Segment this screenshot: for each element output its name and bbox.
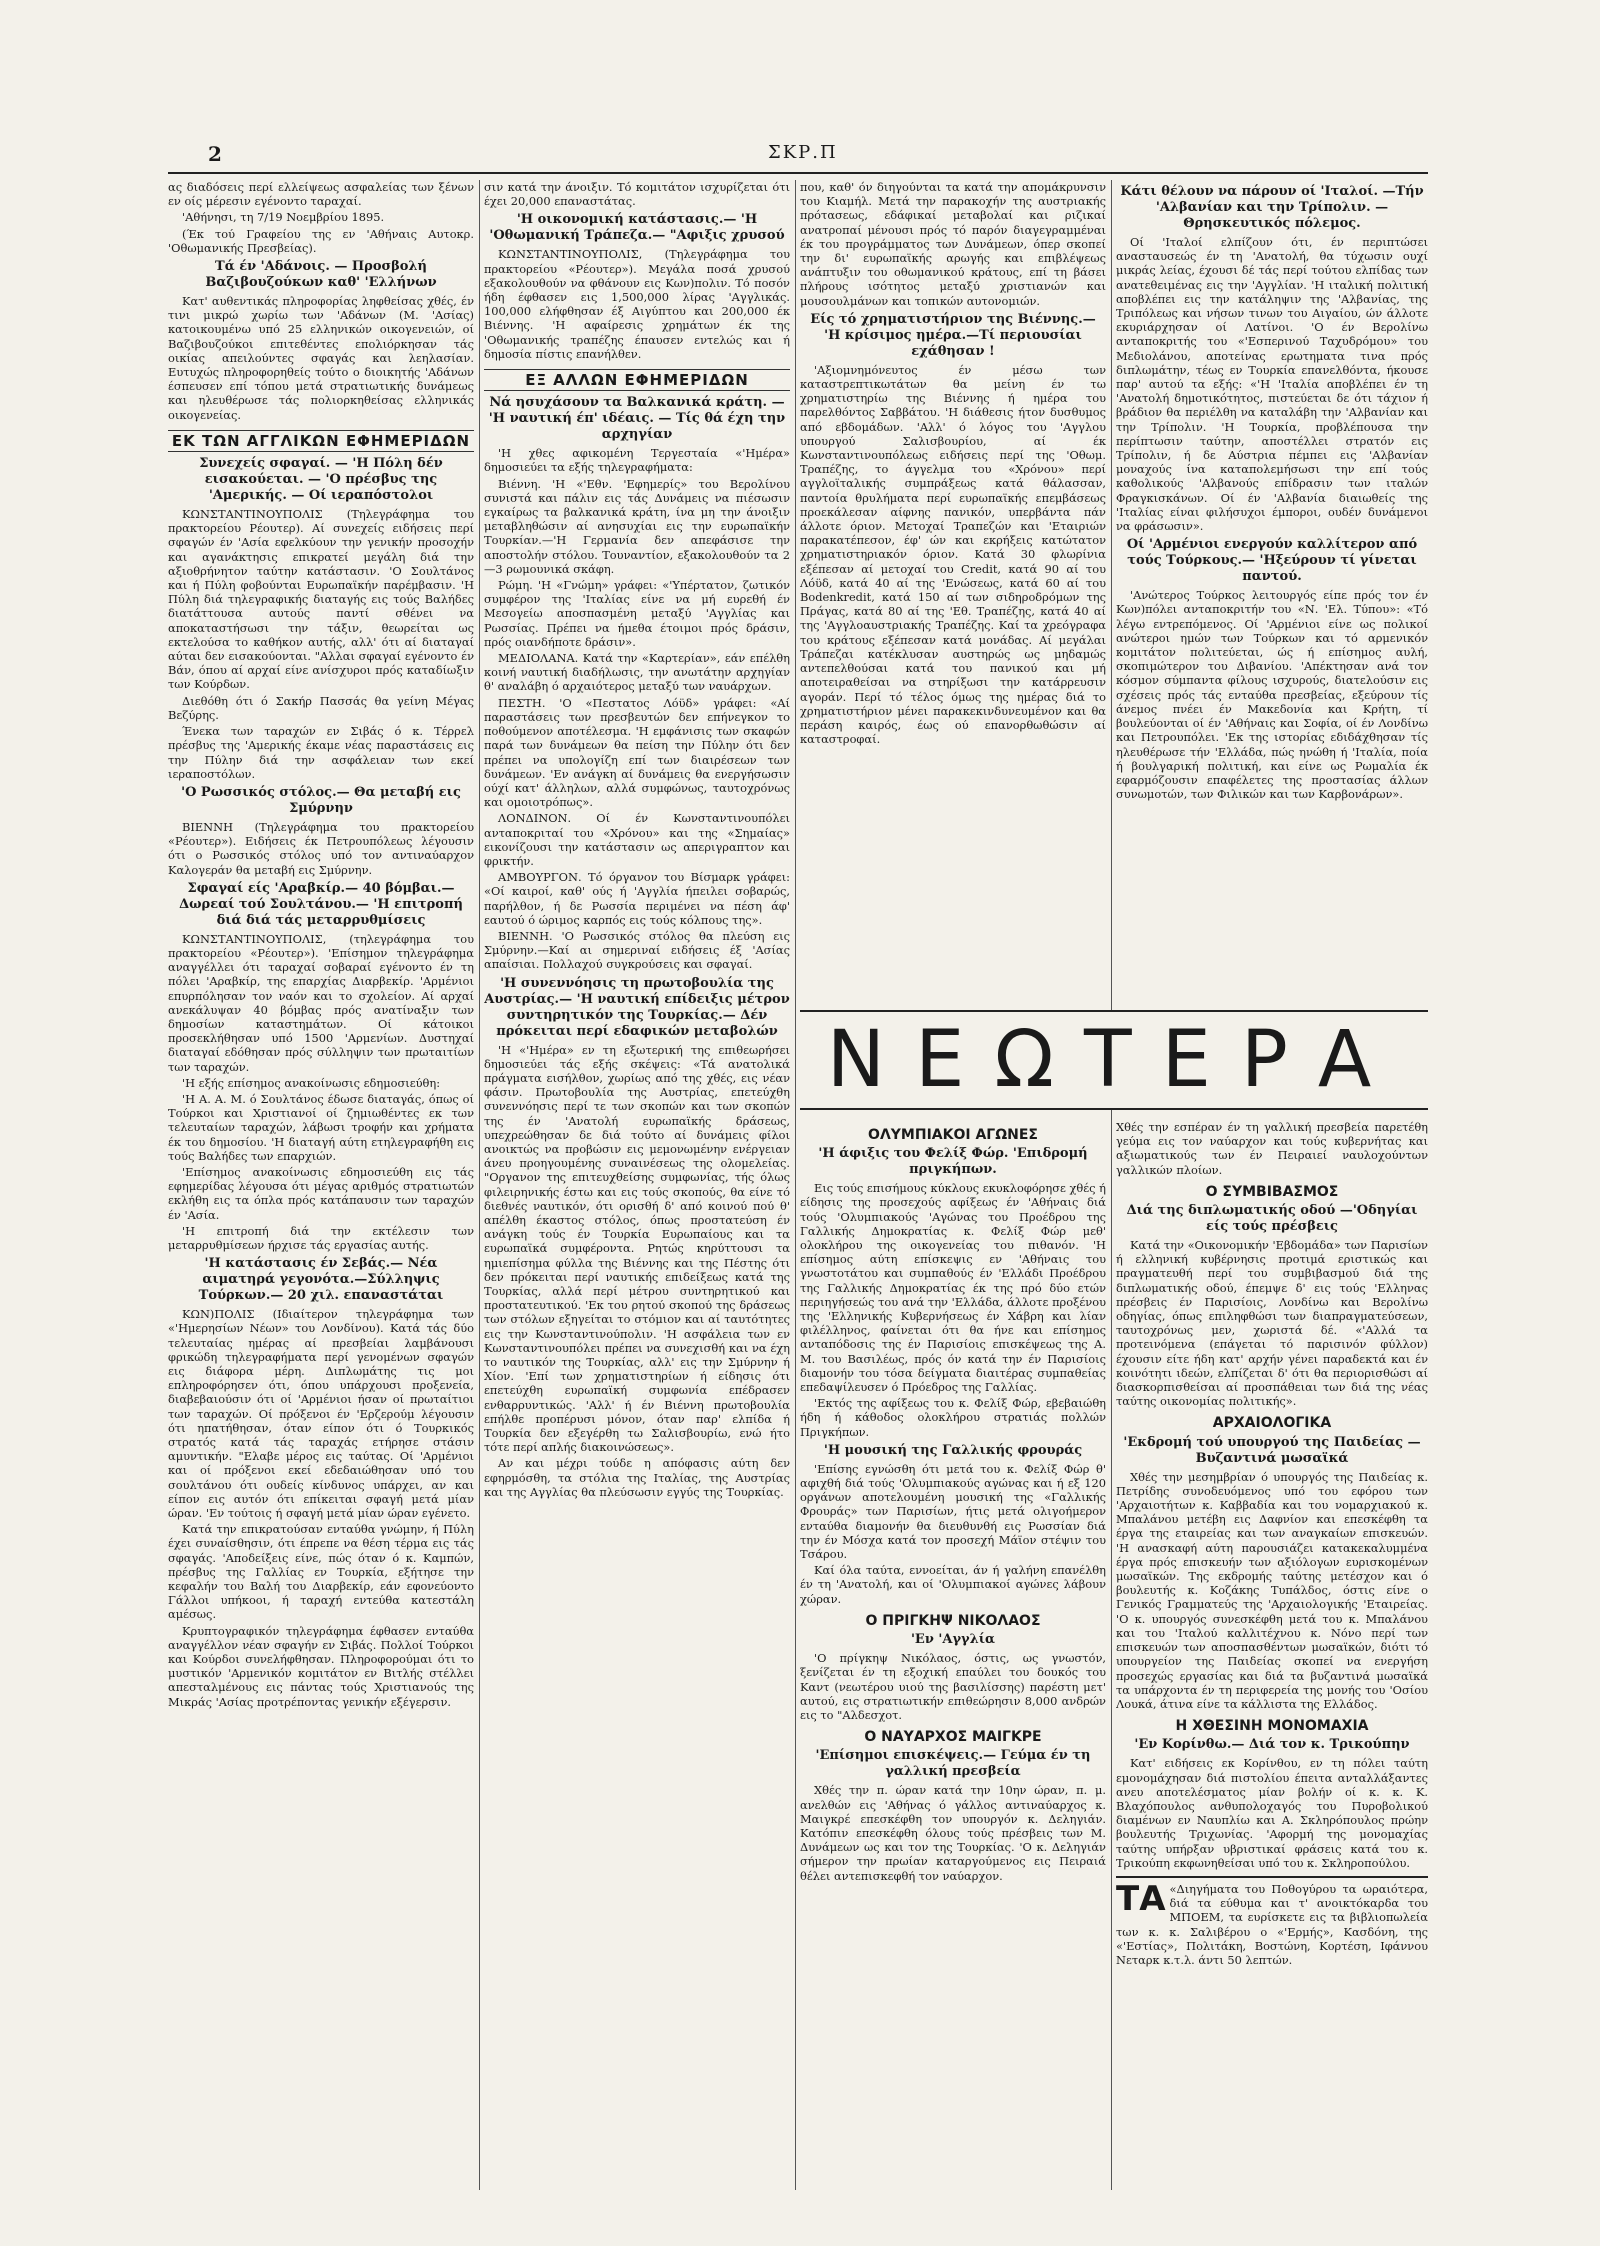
paragraph: 'Η «'Ημέρα» εν τη εξωτερική της επιθεωρήσει δημοσιεύει τάς εξής σκέψεις: «Τά ανατολικά πράγματα εισήλθον, χωρίως από της χθές, εις νέαν φάσιν. Πρωτοβουλία της Αυστρίας, επετεύχθη συνεννόησις περί τε των σκοπών και των σκοπών της έν 'Ανατολή ευρωπαϊκής δράσεως, υπεχρεώθησαν δε διά τούτο αί δυνάμεις φίλοι ανοικτώς να προβώσιν εις μεμονωμένην ενέργειαν άνευ προηγουμένης συναινέσεως της ολομελείας. "Οργανον της επιτευχθείσης συμφωνίας, τής όλως φιλειρηνικής έστω και εις τούς σκοπούς, θα είνε τό διεθνές ναυτικόν, ότι ορισθή δ' από κοινού πού θ' απέλθη έκαστος στόλος, όπως προστατεύση έν ανάγκη τούς έν Τουρκία Ευρωπαίους και τα ευρωπαϊκά συμφέροντα. Ρητώς κηρύττουσι τα ημιεπίσημα φύλλα της Βιέννης και της Πέστης ότι δεν πρόκειται περί ναυτικής επιδείξεως κατά της Τουρκίας, αλλά περί μέτρου συντηρητικού και προστατευτικού. 'Εκ του ρητού σκοπού της δράσεως των στόλων εξηγείται το στόμιον και αί ταυτότητες εις την Κωνσταντινούπολιν. 'Η ασφάλεια των εν Κωνσταντινουπόλει πρέπει να συνεχισθή και να έχη το ναυτικόν της Τουρκίας, αλλ' εις την Σμύρνην ή Χίον. 'Επί των χρηματιστηρίων ή είδησις ότι επετεύχθη ευρωπαϊκή συμφωνία επέδρασεν ενθαρρυντικώς. 'Αλλ' ή έν Βιέννη πρωτοβουλία επήλθε προπέρυσι μόνον, όταν παρ' ελπίδα ή Τουρκία δεν εξεγέρθη τω Σαλισβουρίω, ενώ ήτο τότε περί απλής διακοινώσεως».: [484, 1042, 790, 1455]
dateline: 'Αθήνησι, τη 7/19 Νοεμβρίου 1895.: [182, 210, 385, 225]
paragraph: 'Η χθες αφικομένη Τεργεσταία «'Ημέρα» δημοσιεύει τα εξής τηλεγραφήματα:: [484, 446, 790, 475]
paragraph: Διεθόθη ότι ό Σακήρ Πασσάς θα γείνη Μέγας Βεζύρης.: [168, 693, 474, 722]
paragraph: ΜΕΔΙΟΛΑΝΑ. Κατά την «Καρτερίαν», εάν επέλθη κοινή ναυτική διαδήλωσις, την ανωτάτην αρχηγίαν θ' αναλάβη ό αρχαιότερος μεταξύ των ναυάρχων.: [484, 651, 790, 694]
article-heading: Οί 'Αρμένιοι ενεργούν καλλίτερον από τούς Τούρκους.— 'Ηξεύρουν τί γίνεται παντού.: [1126, 537, 1418, 585]
paragraph: Βιέννη. 'Η «'Εθν. 'Εφημερίς» του Βερολίνου συνιστά και πάλιν εις τάς Δυνάμεις να πιέσωσιν εγκαίρως τα βαλκανικά κράτη, ίνα μη την άνοιξιν μεταβληθώσιν αί ανησυχίαι εις την ευρωπαϊκήν Τουρκίαν.—'Η Γερμανία δεν απεφάσισε την αποστολήν στόλου. Τουναντίον, εξακολουθούν τα 2—3 ρωμουνικά σκάφη.: [484, 476, 790, 576]
section-heading: Η ΧΘΕΣΙΝΗ ΜΟΝΟΜΑΧΙΑ: [1175, 1718, 1369, 1735]
paragraph: ΑΜΒΟΥΡΓΟΝ. Τό όργανον του Βίσμαρκ γράφει: «Οί καιροί, καθ' ούς ή 'Αγγλία ήπειλει σοβαρώς, παρήλθον, ή δε Ρωσσία περιμένει να πέση άφ' εαυτού ό ώριμος καρπός εις τούς κόλπους της».: [484, 870, 790, 927]
article-heading: 'Η κατάστασις έν Σεβάς.— Νέα αιματηρά γεγονότα.—Σύλληψις Τούρκων.— 20 χιλ. επαναστάται: [198, 1256, 444, 1304]
advert-text: «Διηγήματα του Ποθογύρου τα ωραιότερα, διά τα εύθυμα και τ' ανοικτόκαρδα του ΜΠΟΕΜ, τα ευρίσκετε εις τα βιβλιοπωλεία των κ. κ. Σαλιβέρου ο «'Ερμής», Κασδόνη, της «'Εστίας», Πολιτάκη, Βοστώνη, Κορτέση, Ιφάννου Νεταρκ κ.τ.λ. άντι 50 λεπτών.: [1116, 1881, 1428, 1967]
paragraph: ΛΟΝΔΙΝΟΝ. Οί έν Κωνσταντινουπόλει ανταποκριταί του «Χρόνου» και της «Σημαίας» εικονίζουσι την κατάστασιν ως απεριγραπτον και φρικτήν.: [484, 811, 790, 868]
paragraph: ας διαδόσεις περί ελλείψεως ασφαλείας των ξένων εν οίς μέρεσιν εγένοντο ταραχαί.: [168, 180, 474, 209]
paragraph: 'Επίσης εγνώσθη ότι μετά του κ. Φελίξ Φώρ θ' αφιχθή διά τούς 'Ολυμπιακούς αγώνας και ή εξ 120 οργάνων αποτελουμένη μουσική της «Γαλλικής Φρουράς» των Παρισίων, ήτις μετά ολιγοήμερον ενταύθα διαμονήν θα διευθυνθή εις Ρωσσίαν διά την έν Μόσχα κατά τον προσεχή Μάϊον στέψιν του Τσάρου.: [800, 1461, 1106, 1562]
advert-initials: ΤΑ: [1116, 1878, 1166, 1919]
source-note: (Έκ τού Γραφείου της εν 'Αθήναις Αυτοκρ. 'Οθωμανικής Πρεσβείας).: [168, 226, 474, 255]
paragraph: ΠΕΣΤΗ. 'Ο «Πεστατος Λόϋδ» γράφει: «Αί παραστάσεις των πρεσβευτών δεν επήνεγκον το ποθούμενον αποτέλεσμα. 'Η εμφάνισις των σκαφών παρά των δυνάμεων θα πείση την Πύλην ότι δεν πρέπει να υπολογίζη επί των διαιρέσεων των δυνάμεων. 'Εν ανάγκη αί δυνάμεις θα ενεργήσωσιν ούχί κατ' άλληλων, αλλά συμφώνως, ταυτοχρόνως και ομοιοτρόπως».: [484, 695, 790, 810]
article-heading: 'Επίσημοι επισκέψεις.— Γεύμα έν τη γαλλική πρεσβεία: [815, 1748, 1091, 1780]
article-heading: 'Η συνεννόησις τη πρωτοβουλία της Αυστρίας.— 'Η ναυτική επίδειξις μέτρον συντηρητικόν της Τουρκίας.— Δέν πρόκειται περί εδαφικών μεταβολών: [484, 975, 790, 1039]
section-heading: ΑΡΧΑΙΟΛΟΓΙΚΑ: [1212, 1415, 1332, 1432]
paragraph: ΚΩΝΣΤΑΝΤΙΝΟΥΠΟΛΙΣ (Τηλεγράφημα του πρακτορείου Ρέουτερ). Αί συνεχείς ειδήσεις περί σφαγών έν 'Ασία εφελκύουν την γενικήν προσοχήν και αγανάκτησις επικρατεί μεγάλη διά την αξιοθρήνητον ταύτην κατάστασιν. 'Ο Σουλτάνος και ή Πύλη φοβούνται Ευρωπαϊκήν παρέμβασιν. 'Η Πύλη διά τηλεγραφικής διαταγής εις τούς Βαλήδες διατάττουσα αυτούς παντί σθένει να αποκαταστήσωσι την τάξιν, θεωρείται ως εκτελούσα το καθήκον αυτής, αλλ' ότι αί διαταγαί αύται δεν εισακούονται. "Αλλαι σφαγαί εγένοντο έν Βάν, όπου αί αρχαί είνε ανίσχυροι πρός καταδίωξιν των Κούρδων.: [168, 507, 474, 692]
article-heading: Είς τό χρηματιστήριον της Βιέννης.— 'Η κρίσιμος ημέρα.—Τί περιουσίαι εχάθησαν !: [810, 311, 1096, 359]
paragraph: Κρυπτογραφικόν τηλεγράφημα έφθασεν ενταύθα αναγγέλλον νέαν σφαγήν εν Σιβάς. Πολλοί Τούρκοι και Κούρδοι συνελήφθησαν. Πληροφορούμαι ότι το μυστικόν 'Αρμενικόν κομιτάτον εν Βιτλής στέλλει απεσταλμένους εις πάντας τούς Χριστιανούς της Μικράς 'Ασίας προτρέποντας γενικήν εξέγερσιν.: [168, 1623, 474, 1709]
article-heading: 'Η μουσική της Γαλλικής φρουράς: [823, 1442, 1083, 1458]
paragraph: Χθές την εσπέραν έν τη γαλλική πρεσβεία παρετέθη γεύμα εις τον ναύαρχον και τούς κυβερνήτας και αξιωματικούς των έν Πειραιεί ναυλοχούντων γαλλικών πλοίων.: [1116, 1120, 1428, 1177]
paragraph: Χθές την π. ώραν κατά την 10ην ώραν, π. μ. ανελθών εις 'Αθήνας ό γάλλος αντιναύαρχος κ. Μαιγκρέ επεσκέφθη τον υπουργόν κ. Δεληγιάν. Κατόπιν επεσκέφθη όλους τούς πρέσβεις των Μ. Δυνάμεων ως και τον της Τουρκίας. 'Ο κ. Δεληγιάν σήμερον την πρωίαν καταργούμενος εις Πειραιά θέλει αντεπισκεφθή τον ναύαρχον.: [800, 1783, 1106, 1883]
paragraph: Εις τούς επισήμους κύκλους εκυκλοφόρησε χθές ή είδησις της προσεχούς αφίξεως έν 'Αθήναις διά τούς 'Ολυμπιακούς 'Αγώνας του Προέδρου της Γαλλικής Δημοκρατίας κ. Φελίξ Φώρ μεθ' ολοκλήρου της οικογενείας του πιθανόν. 'Η επίσημος αύτη επίσκεψις εν 'Αθήναις του γνωστοτάτου και συμπαθούς έν 'Ελλάδι Προέδρου της Γαλλικής Δημοκρατίας έκ της πρό δύο ετών περιηγήσεώς του ανά την 'Ελλάδα, άλλοτε προξένου της 'Ελληνικής Κυβερνήσεως έν Χάβρη και λίαν φιλέλληνος, φαίνεται ότι θα ήνε και επίσημος ανταπόδοσις της έν Παρισίοις επισκέψεως της Α. Μ. του Βασιλέως, πρός όν κατά την έν Παρισίοις διαμονήν του τόσα δείγματα διαιτέρας συμπαθείας επεδαψίλευσεν ό Πρόεδρος της Γαλλίας.: [800, 1181, 1106, 1395]
paragraph: Κατ' ειδήσεις εκ Κορίνθου, εν τη πόλει ταύτη εμονομάχησαν διά πιστολίου έπειτα ανταλλάξαντες ανευ αποτελέσματος μίαν βολήν οί κ. κ. Κ. Βλαχόπουλος ανθυπολοχαγός του Πυροβολικού διαμένων εν Ναυπλίω και Α. Σκληρόπουλος πρώην βουλευτής Τριχωνίας. 'Αφορμή της μονομαχίας ταύτης υπήρξαν υβριστικαί φράσεις κατά του κ. Τρικούπη εκφωνηθείσαι υπό του κ. Σκληροπούλου.: [1116, 1756, 1428, 1870]
paper-name: ΣΚΡ.Π: [768, 142, 838, 163]
running-header: [168, 140, 1428, 170]
paragraph: 'Η Α. Α. Μ. ό Σουλτάνος έδωσε διαταγάς, όπως οί Τούρκοι και Χριστιανοί οί ζημιωθέντες εκ των τελευταίων ταραχών, λάβωσι τροφήν και χρήματα έκ του δημοσίου. 'Η διαταγή αύτη ετηλεγραφήθη εις τούς Βαλήδες των επαρχιών.: [168, 1091, 474, 1163]
column-2: [484, 180, 790, 2190]
article-heading: 'Εν 'Αγγλία: [910, 1632, 996, 1648]
article-heading: Νά ησυχάσουν τα Βαλκανικά κράτη. — 'Η ναυτική έπ' ιδέαις. — Τίς θά έχη την αρχηγίαν: [488, 395, 786, 443]
paragraph: Κατά την επικρατούσαν ενταύθα γνώμην, ή Πύλη έχει συναίσθησιν, ότι έπρεπε να θέση τέρμα εις τάς σφαγάς. 'Αποδείξεις είνε, πώς όταν ό κ. Καμπών, πρέσβυς της Γαλλίας εν Τουρκία, εξήτησε την κεφαλήν του Βαλή του Διαρβεκίρ, εάν εφονεύοντο Γάλλοι υπήκοοι, ή ταραχή εντεύθα κατεστάλη αμέσως.: [168, 1522, 474, 1622]
neotera-banner: ΝΕΩΤΕΡΑ: [800, 1010, 1428, 1110]
column-4-top: [1116, 180, 1428, 1000]
paragraph: 'Η εξής επίσημος ανακοίνωσις εδημοσιεύθη:: [182, 1075, 441, 1090]
paragraph: Χθές την μεσημβρίαν ό υπουργός της Παιδείας κ. Πετρίδης συνοδευόμενος υπό του εφόρου των 'Αρχαιοτήτων κ. Καββαδία και του νομαρχιακού κ. Μπαλάνου μετέβη εις Δαφνίον και επεσκέφθη τα έργα της εταιρείας και των αναγκαίων επισκευών. 'Η ανασκαφή αύτη παρουσιάζει κατακεκαλυμμένα έργα πρός επισκευήν των αξιόλογων ευρισκομένων μωσαϊκών. Της εκδρομής ταύτης μετέσχον και ό βουλευτής κ. Κοζάκης Τυπάλδος, όστις είνε ο Γενικός Γραμματεύς της 'Αρχαιολογικής 'Εταιρείας. 'Ο κ. υπουργός συνεσκέφθη μετά του κ. Μπαλάνου και του 'Ιταλού καλλιτέχνου κ. Νόνο περί των επισκευών των αποσπασθέντων μωσαϊκών, διότι τό υπουργείον της Παιδείας σκοπεί να ενεργήση προσεχώς εργασίας και διά τα βυζαντινά μωσαϊκά τα υπάρχοντα έν τη περιφερεία της μονής του 'Οσίου Λουκά, άτινα είνε τα κάλλιστα της Ελλάδος.: [1116, 1469, 1428, 1711]
article-heading: 'Εκδρομή τού υπουργού της Παιδείας —Βυζαντινά μωσαϊκά: [1123, 1434, 1421, 1466]
column-divider: [1111, 180, 1112, 2190]
article-heading: Τά έν 'Αδάνοις. — Προσβολή Βαζιβουζούκων καθ' 'Ελλήνων: [205, 259, 437, 291]
section-heading: Ο ΝΑΥΑΡΧΟΣ ΜΑΙΓΚΡΕ: [864, 1729, 1042, 1746]
column-divider: [795, 180, 796, 2190]
paragraph: ΚΩΝΣΤΑΝΤΙΝΟΥΠΟΛΙΣ, (τηλεγράφημα του πρακτορείου «Ρέουτερ»). 'Επίσημον τηλεγράφημα αναγγέλλει ότι ταραχαί σοβαραί εγένοντο έν τη πόλει 'Αραβκίρ, της επαρχίας Διαρβεκίρ. 'Αρμένιοι επυρπόλησαν τον ναόν και το σχολείον. Αί αρχαί ανεκάλυψαν 40 βόμβας πρός ανατίναξιν των δημοσίων καταστημάτων. Οί κάτοικοι προσεκλήθησαν υπό 1500 'Αρμενίων. Δυστηχαί διαταγαί εδόθησαν πρός σύλληψιν των πρωταιτίων των ταραχών.: [168, 931, 474, 1074]
paragraph: ΚΩΝΣΤΑΝΤΙΝΟΥΠΟΛΙΣ, (Τηλεγράφημα του πρακτορείου «Ρέουτερ»). Μεγάλα ποσά χρυσού εξακολουθούν να φθάνουν εις Κων)πολιν. Τό ποσόν ήδη έφθασεν εις 1,500,000 λίρας 'Αγγλικάς. 100,000 ελήφθησαν έξ Αιγύπτου και 200,000 έκ Βιέννης. 'Η αφαίρεσις χρημάτων έκ της 'Οθωμανικής τραπέζης έπαυσεν εντελώς και ή δημοσία πίστις επανήλθεν.: [484, 247, 790, 361]
paragraph: 'Η επιτροπή διά την εκτέλεσιν των μεταρρυθμίσεων ήρχισε τάς εργασίας αυτής.: [168, 1223, 474, 1252]
paragraph: Ένεκα των ταραχών εν Σιβάς ό κ. Τέρρελ πρέσβυς της 'Αμερικής έκαμε νέας παραστάσεις εις την Πύλην διά την ασφάλειαν των εκεί ιεραποστόλων.: [168, 724, 474, 781]
paragraph: Αν και μέχρι τούδε η απόφασις αύτη δεν εφηρμόσθη, τα στόλια της Ιταλίας, της Αυστρίας και της Αγγλίας θα πλεύσωσιν εγγύς της Τουρκίας.: [484, 1456, 790, 1499]
paragraph: που, καθ' όν διηγούνται τα κατά την απομάκρυνσιν του Κιαμήλ. Μετά την παρακοχήν της αυστριακής πρότασεως, εδάφικαί μεταβολαί και ριζικαί ανατροπαί μένουσι πρός τό παρόν διαγεγραμμέναι έκ του προγράμματος των Δυνάμεων, όπερ σκοπεί την δι' ευρωπαϊκής αρωγής και επιβλέψεως ανάπτυξιν του οθωμανικού κράτους, επί τη βάσει πλήρους ισότητος μεταξύ χριστιανών και μουσουλμάνων και τοπικών αυτονομιών.: [800, 180, 1106, 308]
paragraph: Κατά την «Οικονομικήν 'Εβδομάδα» των Παρισίων ή ελληνική κυβέρνησις προτιμά εριστικώς και πραγματευθή περί του συμβιβασμού διά της διπλωματικής οδού, έπεμψε δ' εις τούς 'Ελληνας πρέσβεις έν Παρισίοις, Λονδίνω και Βερολίνω οδηγίας, όπως επιληφθώσι των διαπραγματεύσεων, ταυτοχρόνως μεν, χωριστά δέ. «'Αλλά τα προτεινόμενα (επάγεται τό παρισινόν φύλλον) έχουσιν είτε ήδη κατ' αρχήν γένει παραδεκτά και έν κοινότητι ιδεών, ελπίζεται δ' ότι θα περιορισθώσι αί διασκορπισθείσαι αί προσπάθειαι των διά της νέας ταύτης οικονομίας πολιτικής».: [1116, 1238, 1428, 1409]
paragraph: Ρώμη. 'Η «Γνώμη» γράφει: «'Υπέρτατον, ζωτικόν συμφέρον της 'Ιταλίας είνε να μή ευρεθή έν Μεσογείω αποσπασμένη μεταξύ 'Αγγλίας και Ρωσσίας. Πρέπει να ήμεθα έτοιμοι πρός δράσιν, πρός οιανδήποτε δράσιν».: [484, 578, 790, 649]
paragraph: Καί όλα ταύτα, εννοείται, άν ή γαλήνη επανέλθη έν τη 'Ανατολή, και οί 'Ολυμπιακοί αγώνες λάβουν χώραν.: [800, 1563, 1106, 1606]
article-heading: Σφαγαί είς 'Αραβκίρ.— 40 βόμβαι.—Δωρεαί τού Σουλτάνου.— 'Η επιτροπή διά διά τάς μεταρρυθμίσεις: [179, 880, 463, 928]
article-heading: 'Η οικονομική κατάστασις.— 'Η 'Οθωμανική Τράπεζα.— "Αφιξις χρυσού: [489, 212, 785, 244]
column-1: [168, 180, 474, 2190]
section-heading: Ο ΠΡΙΓΚΗΨ ΝΙΚΟΛΑΟΣ: [865, 1612, 1041, 1629]
paragraph: 'Ανώτερος Τούρκος λειτουργός είπε πρός τον έν Κων)πόλει ανταποκριτήν του «Ν. 'Ελ. Τύπου»: «Τό λέγω εντρεπόμενος. Οί 'Αρμένιοι είνε ως πολικοί ανώτεροι ημών των Τούρκων και τό αρμενικόν κομιτάτον πολιτεύεται, ώς ή επίσημος αυλή, σκοπιμώτερον του Διβανίου. 'Απέκτησαν ανά τον κόσμον σύμπαντα φίλους ισχυρούς, διατελούσιν εις σχέσεις πρός τάς ενταύθα πρεσβείας, εξεύρουν τίς άνεμος πνέει έν Μακεδονία και Κρήτη, τί βουλεύονται οί έν 'Αθήναις και Σοφία, οί έν Λονδίνω και Πετρουπόλει. 'Εκ της ιστορίας εδιδάχθησαν τίς ηλευθέρωσε τήν 'Ελλάδα, πώς ηνώθη ή 'Ιταλία, ποία ή βουλγαρική πολιτική, και είνε ως Ρωμαλία έκ εφαρμόζουσιν επαφέλετες της προστασίας άλλων συνωμοτών, των Φιλικών και των Καρβονάρων».: [1116, 588, 1428, 802]
paragraph: 'Εκτός της αφίξεως του κ. Φελίξ Φώρ, εβεβαιώθη ήδη ή κάθοδος ολοκλήρου στρατιάς πολλών Πριγκήπων.: [800, 1396, 1106, 1439]
column-divider: [479, 180, 480, 2190]
paragraph: 'Ο πρίγκηψ Νικόλαος, όστις, ως γνωστόν, ξενίζεται έν τη εξοχική επαύλει του δουκός του Καντ (νεωτέρου υιού της βασιλίσσης) παρέστη μετ' αυτού, εις στρατιωτικήν επιθεώρησιν 8,000 ανδρών εις το "Αλδεσχοτ.: [800, 1651, 1106, 1722]
page-number: 2: [208, 142, 222, 166]
section-heading: ΟΛΥΜΠΙΑΚΟΙ ΑΓΩΝΕΣ: [868, 1127, 1038, 1143]
section-heading: ΕΞ ΑΛΛΩΝ ΕΦΗΜΕΡΙΔΩΝ: [484, 369, 790, 391]
section-heading: Ο ΣΥΜΒΙΒΑΣΜΟΣ: [1205, 1183, 1339, 1200]
header-rule: [168, 172, 1428, 174]
article-heading: 'Ο Ρωσσικός στόλος.— Θα μεταβή εις Σμύρνην: [181, 784, 461, 816]
paragraph: 'Επίσημος ανακοίνωσις εδημοσιεύθη εις τάς εφημερίδας λέγουσα ότι μέγας αριθμός στρατιωτών εκλήθη εις τα όπλα πρός κατάπαυσιν των ταραχών έν 'Ασία.: [168, 1164, 474, 1222]
paragraph: ΒΙΕΝΝΗ. 'Ο Ρωσσικός στόλος θα πλεύση εις Σμύρνην.—Καί αι σημεριναί ειδήσεις έξ 'Ασίας απαίσιαι. Πολλαχού συγκρούσεις και σφαγαί.: [484, 928, 790, 972]
column-3-bottom: [800, 1120, 1106, 2190]
paragraph: ΚΩΝ)ΠΟΛΙΣ (Ιδιαίτερον τηλεγράφημα των «'Ημερησίων Νέων» του Λονδίνου). Κατά τάς δύο τελευταίας ημέρας αί πρεσβείαι λαμβάνουσι φρικώδη τηλεγραφήματα περί γενομένων σφαγών εις διάφορα μέρη. Διπλωμάτης τις μοι επληροφόρησεν ότι, όπου υπάρχουσι προξενεία, διαβεβαιούσιν ότι οί 'Αρμένιοι ήσαν οί πρωταίτιοι των ταραχών. Οί πρόξενοι έν 'Ερζερούμ λέγουσιν ότι ηπατήθησαν, όταν είπον ότι ό Τουρκικός στρατός κατά τάς ταραχάς ετήρησε στάσιν αμυντικήν. "Ελαβε μέρος εις ταύτας. Οί 'Αρμένιοι και οί πρόξενοι εκεί εδεδαιώθησαν υπό του σουλτάνου ότι ουδείς κίνδυνος υπάρχει, αν και είπον εις αυτόν ότι επίκειται σφαγή μετά μίαν ώραν. 'Εν τούτοις ή σφαγή μετά μίαν ώραν εγένετο.: [168, 1307, 474, 1521]
paragraph: 'Αξιομνημόνευτος έν μέσω των καταστρεπτικωτάτων θα μείνη έν τω χρηματιστηρίω της Βιέννης ή ημέρα του παρελθόντος Σαββάτου. 'Η διάθεσις ήτον δυσθυμος από εβδομάδων. 'Αλλ' ό λόγος του 'Αγγλου υπουργού Σαλισβουρίου, αί έκ Κωνσταντινουπόλεως ειδήσεις περί της 'Οθωμ. Τραπέζης, το άγγελμα του «Χρόνου» περί αγγλοϊταλικής συμπράξεως κατά θάλασσαν, παντοία θρυλήματα περί ευρωπαϊκής επεμβάσεως προεκάλεσαν αίφνης πανικόν, υπερβάντα πάν άλλοτε όριον. Μετοχαί Τραπεζών και 'Εταιριών παρακατέπεσον, έφ' ών και εκρήξεις κατώτατον χρηματιστηριακόν όριον. Κατά 30 φλωρίνια εξέπεσαν αί μετοχαί του Credit, κατά 90 αί του Λόϋδ, κατά 40 αί της 'Ενώσεως, κατά 60 αί του Bodenkredit, κατά 150 αί των σιδηροδρόμων της Πράγας, κατά 80 αί της 'Εθ. Τραπέζης, κατά 40 αί της 'Αγγλοαυστριακής Τραπέζης. Καί τα χρεόγραφα του κράτους εξέπεσαν κατά μονάδας. Αί μεγάλαι Τράπεζαι κατέκλυσαν αυστηρώς ως μηδαμώς αντεπελθούσαι κατά του πανικού και μή αποτειραθείσαι να στηρίξωσι την κατάρρευσιν αγοράν. Περί τό τέλος όμως της ημέρας διά το χρηματιστήριον μένει παρακεκινδυνευμένον και θα περάση καιρός, έως ού επανορθωθώσιν αί καταστροφαί.: [800, 362, 1106, 747]
paragraph: Κατ' αυθεντικάς πληροφορίας ληφθείσας χθές, έν τινι μικρώ χωρίω των 'Αδάνων (Μ. 'Ασίας) κατοικουμένω υπό 25 ελληνικών οικογενειών, οί Βαζιβουζούκοι επιτεθέντες επολιόρκησαν τάς οικίας απειλούντες σφαγάς και λεηλασίαν. Ευτυχώς πληροφορηθείς τούτο ο διοικητής 'Αδάνων έσπευσεν επί τόπου μετά στρατιωτικής δυνάμεως και ηλευθέρωσε τάς πολιορκηθείσας ελληνικάς οικογενείας.: [168, 294, 474, 422]
article-heading: 'Εν Κορίνθω.— Διά τον κ. Τρικούπην: [1134, 1737, 1410, 1753]
paragraph: Οί 'Ιταλοί ελπίζουν ότι, έν περιπτώσει ανασταυσεώς έν τη 'Ανατολή, θα τύχωσιν ουχί μικράς λείας, έχουσι δέ τάς περί τούτου ελπίδας των ανατεθειμένας εις την 'Αγγλίαν. 'Η ιταλική πολιτική αποβλέπει εις την κατάληψιν της 'Αλβανίας, της Τριπόλεως και νήσων τινων του Αιγαίου, ών άλλοτε εκυριάρχησαν οί Λατίνοι. 'Ο έν Βερολίνω ανταποκριτής του «'Εσπερινού Ταχυδρόμου» του Μεδιολάνου, αποτείνας ερωτηματα τινα πρός διπλωμάτην, τέως εν Τουρκία επανελθόντα, ήκουσε παρ' αυτού τα εξής: «'Η 'Ιταλία αποβλέπει έν τη 'Ανατολή δημοτικότητος, πιστεύεται δε ότι τάχιον ή βράδιον θα περιέλθη να καταλάβη την 'Αλβανίαν και την Τρίπολιν. 'Η Τουρκία, προβλέπουσα την περίπτωσιν ταύτην, αποστέλλει στρατόν εις Τρίπολιν, ή δε Αύστρια πέμπει εις 'Αλβανίαν μοναχούς ίνα καταπολεμήσωσι την επί τούς καθολικούς 'Αλβανούς επίδρασιν των ιταλών Φραγκισκάνων. Οί έν 'Αλβανία διαιωθείς της 'Ιταλίας είναι φιλήσυχοι έμποροι, ουδέν δυνάμενοι να φράσωσιν».: [1116, 235, 1428, 534]
article-heading: Κάτι θέλουν να πάρουν οί 'Ιταλοί. —Τήν 'Αλβανίαν και την Τρίπολιν. — Θρησκευτικός πόλεμος.: [1120, 184, 1424, 231]
section-heading: ΕΚ ΤΩΝ ΑΓΓΛΙΚΩΝ ΕΦΗΜΕΡΙΔΩΝ: [168, 430, 474, 452]
column-3-top: [800, 180, 1106, 1000]
newspaper-page: [168, 140, 1428, 2200]
article-heading: Διά της διπλωματικής οδού —'Οδηγίαι είς τούς πρέσβεις: [1126, 1203, 1418, 1235]
article-heading: Συνεχείς σφαγαί. — 'Η Πόλη δέν εισακούεται. — 'Ο πρέσβυς της 'Αμερικής. — Οί ιεραπόστολοι: [199, 456, 443, 504]
advertisement: [1116, 1876, 1428, 1967]
column-4-bottom: [1116, 1120, 1428, 2190]
paragraph: ΒΙΕΝΝΗ (Τηλεγράφημα του πρακτορείου «Ρέουτερ»). Ειδήσεις έκ Πετρουπόλεως λέγουσιν ότι ο Ρωσσικός στόλος υπό τον αντιναύαρχον Καλογεράν θα μεταβή εις Σμύρνην.: [168, 819, 474, 877]
paragraph: σιν κατά την άνοιξιν. Τό κομιτάτον ισχυρίζεται ότι έχει 20,000 επαναστάτας.: [484, 180, 790, 209]
article-heading: 'Η άφιξις του Φελίξ Φώρ. 'Επιδρομή πριγκήπων.: [818, 1146, 1088, 1178]
